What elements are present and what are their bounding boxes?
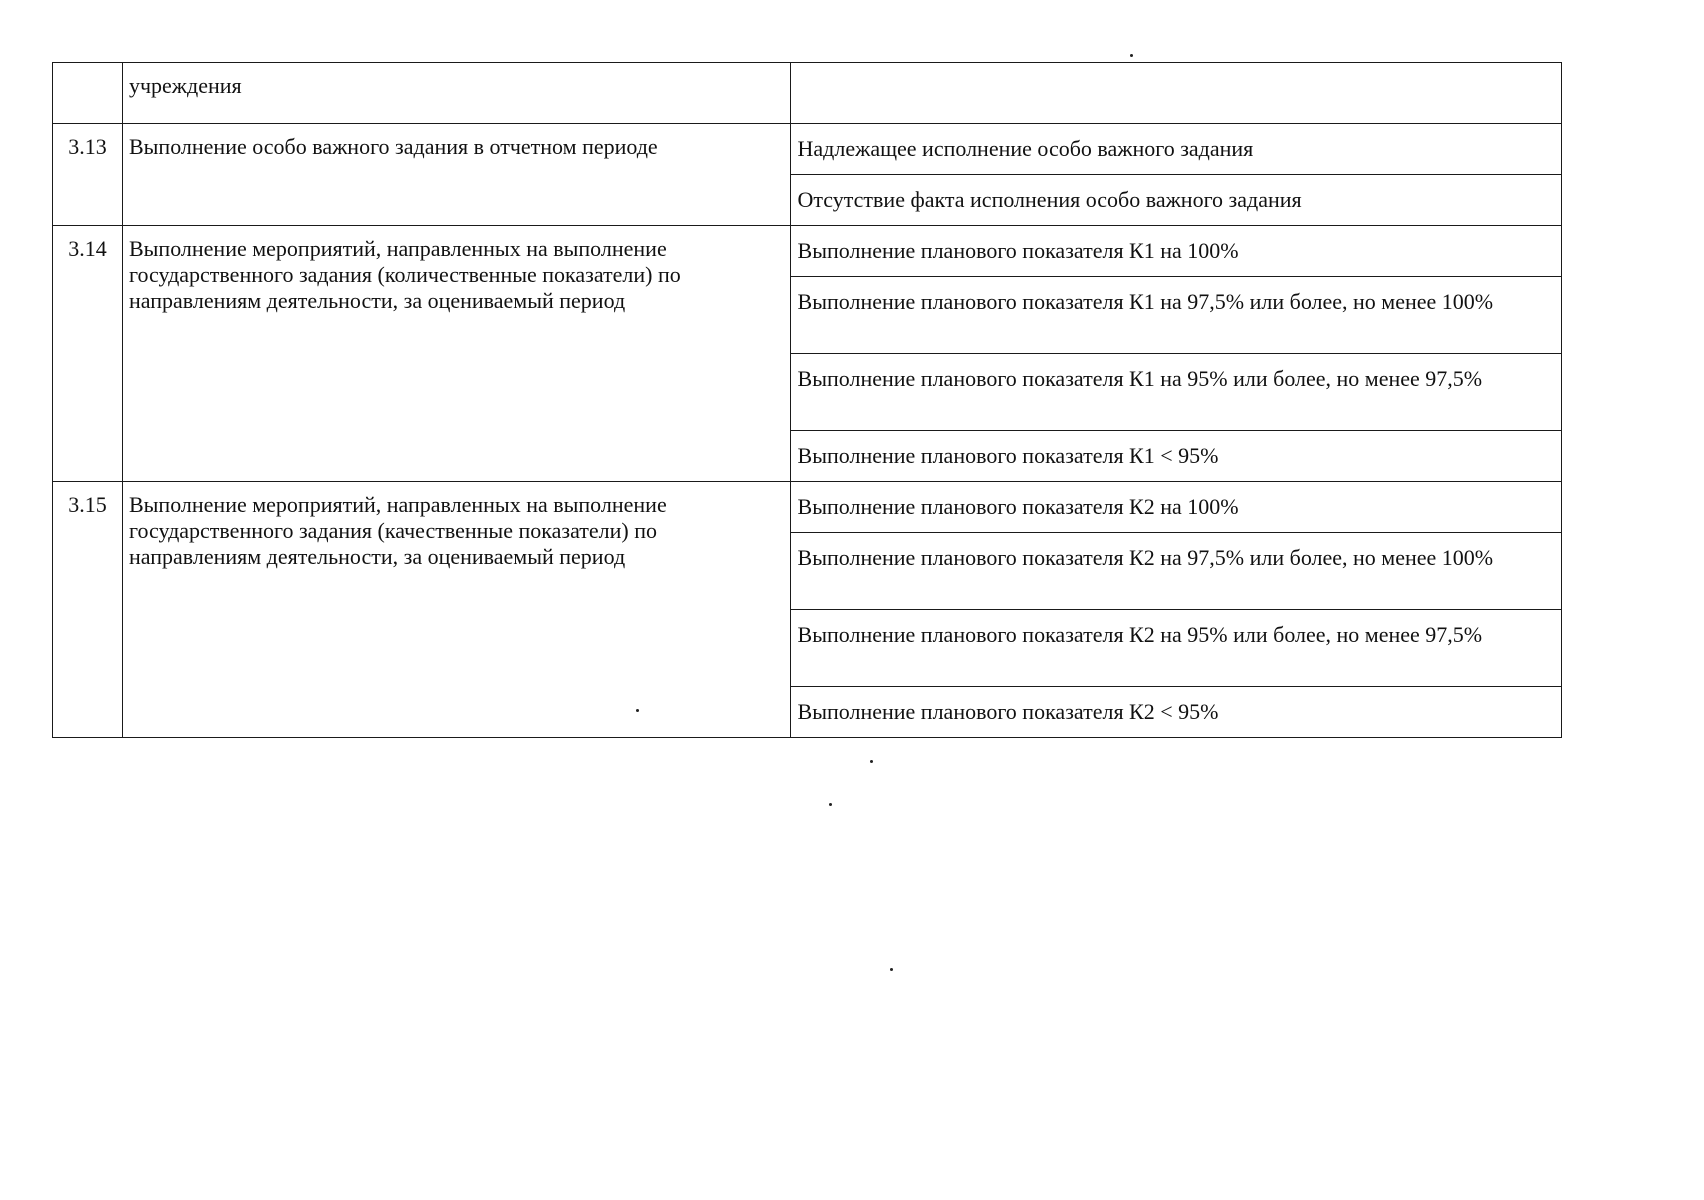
scan-speck [829, 803, 832, 806]
condition-cell: Выполнение планового показателя К2 на 97,5% или более, но менее 100% [790, 533, 1561, 610]
row-number-cell [53, 63, 123, 124]
condition-cell: Выполнение планового показателя К1 < 95% [790, 431, 1561, 482]
condition-cell: Выполнение планового показателя К2 < 95% [790, 687, 1561, 738]
condition-cell: Выполнение планового показателя К2 на 95% или более, но менее 97,5% [790, 610, 1561, 687]
condition-cell: Надлежащее исполнение особо важного задания [790, 124, 1561, 175]
condition-cell [790, 63, 1561, 124]
scan-speck [1130, 54, 1133, 57]
scan-speck [636, 709, 639, 712]
row-number-cell: 3.14 [53, 226, 123, 482]
table-row-3-13 [53, 124, 1562, 175]
condition-cell: Отсутствие факта исполнения особо важного задания [790, 175, 1561, 226]
scan-speck [890, 968, 893, 971]
criterion-cell: Выполнение особо важного задания в отчетном периоде [122, 124, 790, 226]
scan-speck [870, 760, 873, 763]
table-row-3-15 [53, 482, 1562, 533]
criteria-table [52, 62, 1562, 738]
condition-cell: Выполнение планового показателя К1 на 100% [790, 226, 1561, 277]
row-number-cell: 3.13 [53, 124, 123, 226]
condition-cell: Выполнение планового показателя К2 на 100% [790, 482, 1561, 533]
table-row-3-14 [53, 226, 1562, 277]
table-row-continuation [53, 63, 1562, 124]
row-number-cell: 3.15 [53, 482, 123, 738]
criterion-cell: Выполнение мероприятий, направленных на выполнение государственного задания (количественные показатели) по направлениям деятельности, за оцениваемый период [122, 226, 790, 482]
criterion-cell: Выполнение мероприятий, направленных на выполнение государственного задания (качественные показатели) по направлениям деятельности, за оцениваемый период [122, 482, 790, 738]
condition-cell: Выполнение планового показателя К1 на 95% или более, но менее 97,5% [790, 354, 1561, 431]
criterion-cell: учреждения [122, 63, 790, 124]
condition-cell: Выполнение планового показателя К1 на 97,5% или более, но менее 100% [790, 277, 1561, 354]
